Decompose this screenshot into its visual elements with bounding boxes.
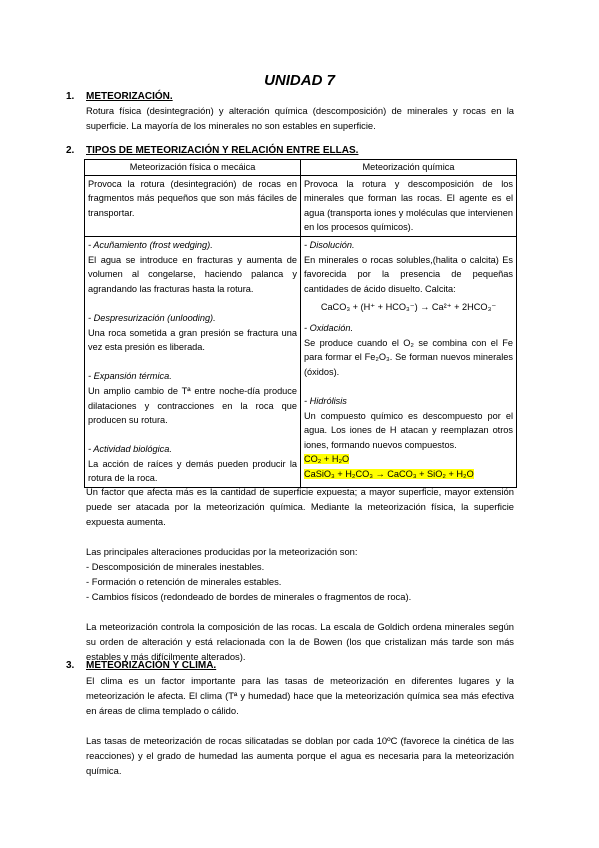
list-item: - Cambios físicos (redondeado de bordes de minerales o fragmentos de roca). (86, 591, 412, 602)
col-header-fisica: Meteorización física o mecáica (85, 160, 301, 176)
highlighted-equation-1 (304, 452, 513, 467)
oxidacion-title: - Oxidación. (304, 322, 354, 333)
actividad-biologica-title: - Actividad biológica. (88, 444, 172, 455)
goldich-paragraph: La meteorización controla la composición de las rocas. La escala de Goldich ordena minerales según su orden de alteración y está relacionada con la de Bowen (los que cristalizan más tarde son más estables y más difícilmente alterados). (86, 621, 514, 662)
section-3-body (86, 673, 514, 778)
despresurizacion-text: Una roca sometida a gran presión se fractura una vez esta presión es liberada. (88, 327, 297, 353)
section-2-title: TIPOS DE METEORIZACIÓN Y RELACIÓN ENTRE ELLAS. (86, 145, 359, 156)
section-2-heading (66, 145, 358, 156)
section-1-paragraph: Rotura física (desintegración) y alteración química (descomposición) de minerales y rocas en la superficie. La mayoría de los minerales no son estables en superficie. (86, 105, 514, 131)
acunamiento-text: El agua se introduce en fracturas y aumenta de volumen al congelarse, haciendo palanca y agrandando las fracturas hasta la rotura. (88, 254, 297, 294)
unit-title: UNIDAD 7 (264, 72, 335, 89)
section-1-text (86, 103, 514, 133)
section-3-title: METEORIZACIÓN Y CLIMA. (86, 660, 217, 671)
section-3-heading (66, 660, 216, 671)
section-1-title: METEORIZACIÓN. (86, 91, 173, 102)
expansion-termica-text: Un amplio cambio de Tª entre noche-día produce dilataciones y contracciones en la roca que producen su rotura. (88, 385, 297, 426)
section-1-number: 1. (66, 91, 75, 102)
cell-fisica-definition: Provoca la rotura (desintegración) de rocas en fragmentos más pequeños que son más fáciles de transportar. (85, 175, 301, 236)
disolucion-title: - Disolución. (304, 239, 355, 250)
disolucion-equation: CaCO₃ + (H⁺ + HCO₃⁻) → Ca²⁺ + 2HCO₃⁻ (320, 302, 497, 313)
actividad-biologica-text: La acción de raíces y demás pueden producir la rotura de la roca. (88, 458, 297, 484)
highlight-mark: CaSiO₃ + H₂CO₃ → CaCO₃ + SiO₂ + H₂O (304, 468, 474, 479)
highlight-mark: CO₂ + H₂O (304, 454, 350, 465)
cell-fisica-types (85, 236, 301, 487)
despresurizacion-title: - Despresurización (unlooding). (88, 312, 216, 323)
table-row (85, 236, 517, 487)
highlighted-equation-2 (304, 467, 513, 482)
weathering-comparison-table (84, 159, 517, 488)
cell-quimica-types (301, 236, 517, 487)
acunamiento-title: - Acuñamiento (frost wedging). (88, 239, 213, 250)
expansion-termica-title: - Expansión térmica. (88, 371, 172, 382)
table-row (85, 175, 517, 236)
surface-paragraph: Un factor que afecta más es la cantidad de superficie expuesta; a mayor superficie, mayor extensión puede ser atacada por la meteorización química. Mediante la meteorización física, la superficie expuesta aumenta. (86, 486, 514, 527)
hidrolisis-text: Un compuesto químico es descompuesto por el agua. Los iones de H atacan y reemplazan otros iones, formando nuevos compuestos. (304, 410, 513, 450)
col-header-quimica: Meteorización química (301, 160, 517, 176)
section-2-number: 2. (66, 145, 75, 156)
alterations-intro: Las principales alteraciones producidas por la meteorización son: (86, 546, 358, 557)
oxidacion-text: Se produce cuando el O₂ se combina con el Fe para formar el Fe₂O₃. Se forman nuevos minerales (óxidos). (304, 337, 513, 377)
list-item: - Descomposición de minerales inestables. (86, 561, 265, 572)
list-item: - Formación o retención de minerales estables. (86, 576, 282, 587)
section-3-number: 3. (66, 660, 75, 671)
disolucion-text: En minerales o rocas solubles,(halita o calcita) Es favorecida por la presencia de pequeñas cantidades de ácido disuelto. Calcita: (304, 254, 513, 294)
cell-quimica-definition: Provoca la rotura y descomposición de los minerales que forman las rocas. El agente es el agua (transporta iones y moléculas que intervienen en los procesos químicos). (301, 175, 517, 236)
climate-paragraph: El clima es un factor importante para las tasas de meteorización en diferentes lugares y la meteorización le afecta. El clima (Tª y humedad) hace que la meteorización química sea más efectiva en áreas de clima templado o cálido. (86, 675, 514, 716)
hidrolisis-title: - Hidrólisis (304, 395, 347, 406)
section-1-heading (66, 91, 173, 102)
section-2-body (86, 484, 514, 664)
rates-paragraph: Las tasas de meteorización de rocas silicatadas se doblan por cada 10ºC (favorece la cinética de las reacciones) y el grado de humedad las aumenta porque el agua es necesaria para la meteorización química. (86, 735, 514, 776)
table-header-row (85, 160, 517, 176)
